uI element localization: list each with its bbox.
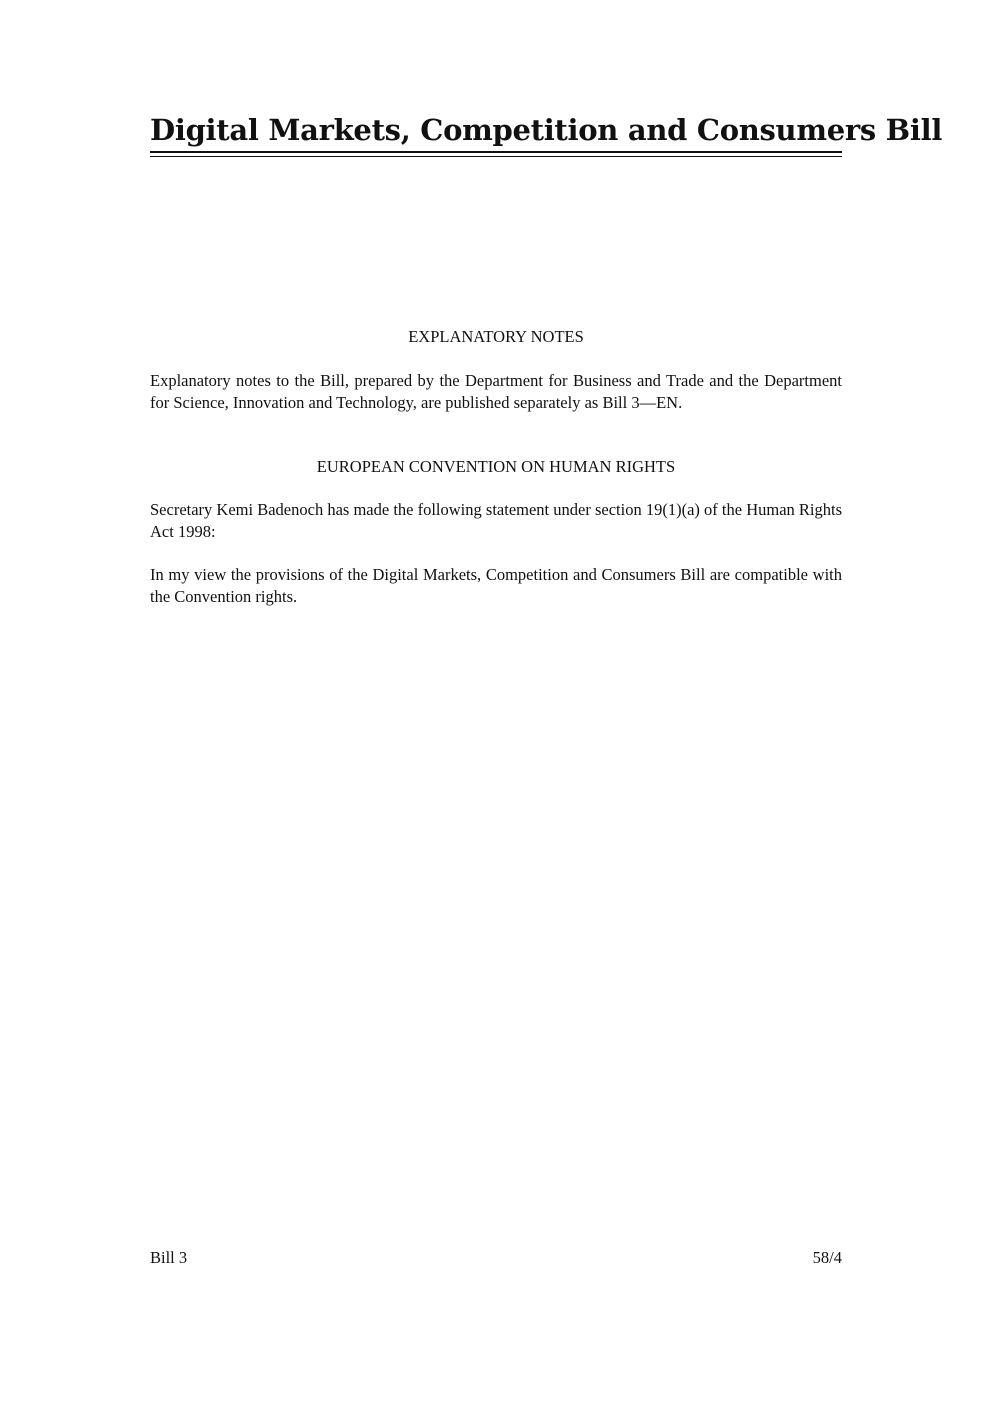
- explanatory-notes-paragraph: Explanatory notes to the Bill, prepared by the Department for Business and Trade and the Department for Science, Innovation and Technology, are published separately as Bill 3—EN.: [150, 371, 842, 412]
- section-heading-explanatory-notes: EXPLANATORY NOTES: [408, 327, 584, 346]
- bill-title: Digital Markets, Competition and Consumers Bill: [150, 113, 943, 147]
- footer-bill-number: Bill 3: [150, 1248, 188, 1267]
- echr-statement-paragraph: Secretary Kemi Badenoch has made the following statement under section 19(1)(a) of the Human Rights Act 1998:: [150, 500, 842, 541]
- footer-print-reference: 58/4: [812, 1248, 842, 1267]
- section-heading-echr: EUROPEAN CONVENTION ON HUMAN RIGHTS: [316, 457, 676, 476]
- title-double-rule: [150, 151, 842, 157]
- compatibility-paragraph: In my view the provisions of the Digital Markets, Competition and Consumers Bill are compatible with the Convention rights.: [150, 565, 842, 606]
